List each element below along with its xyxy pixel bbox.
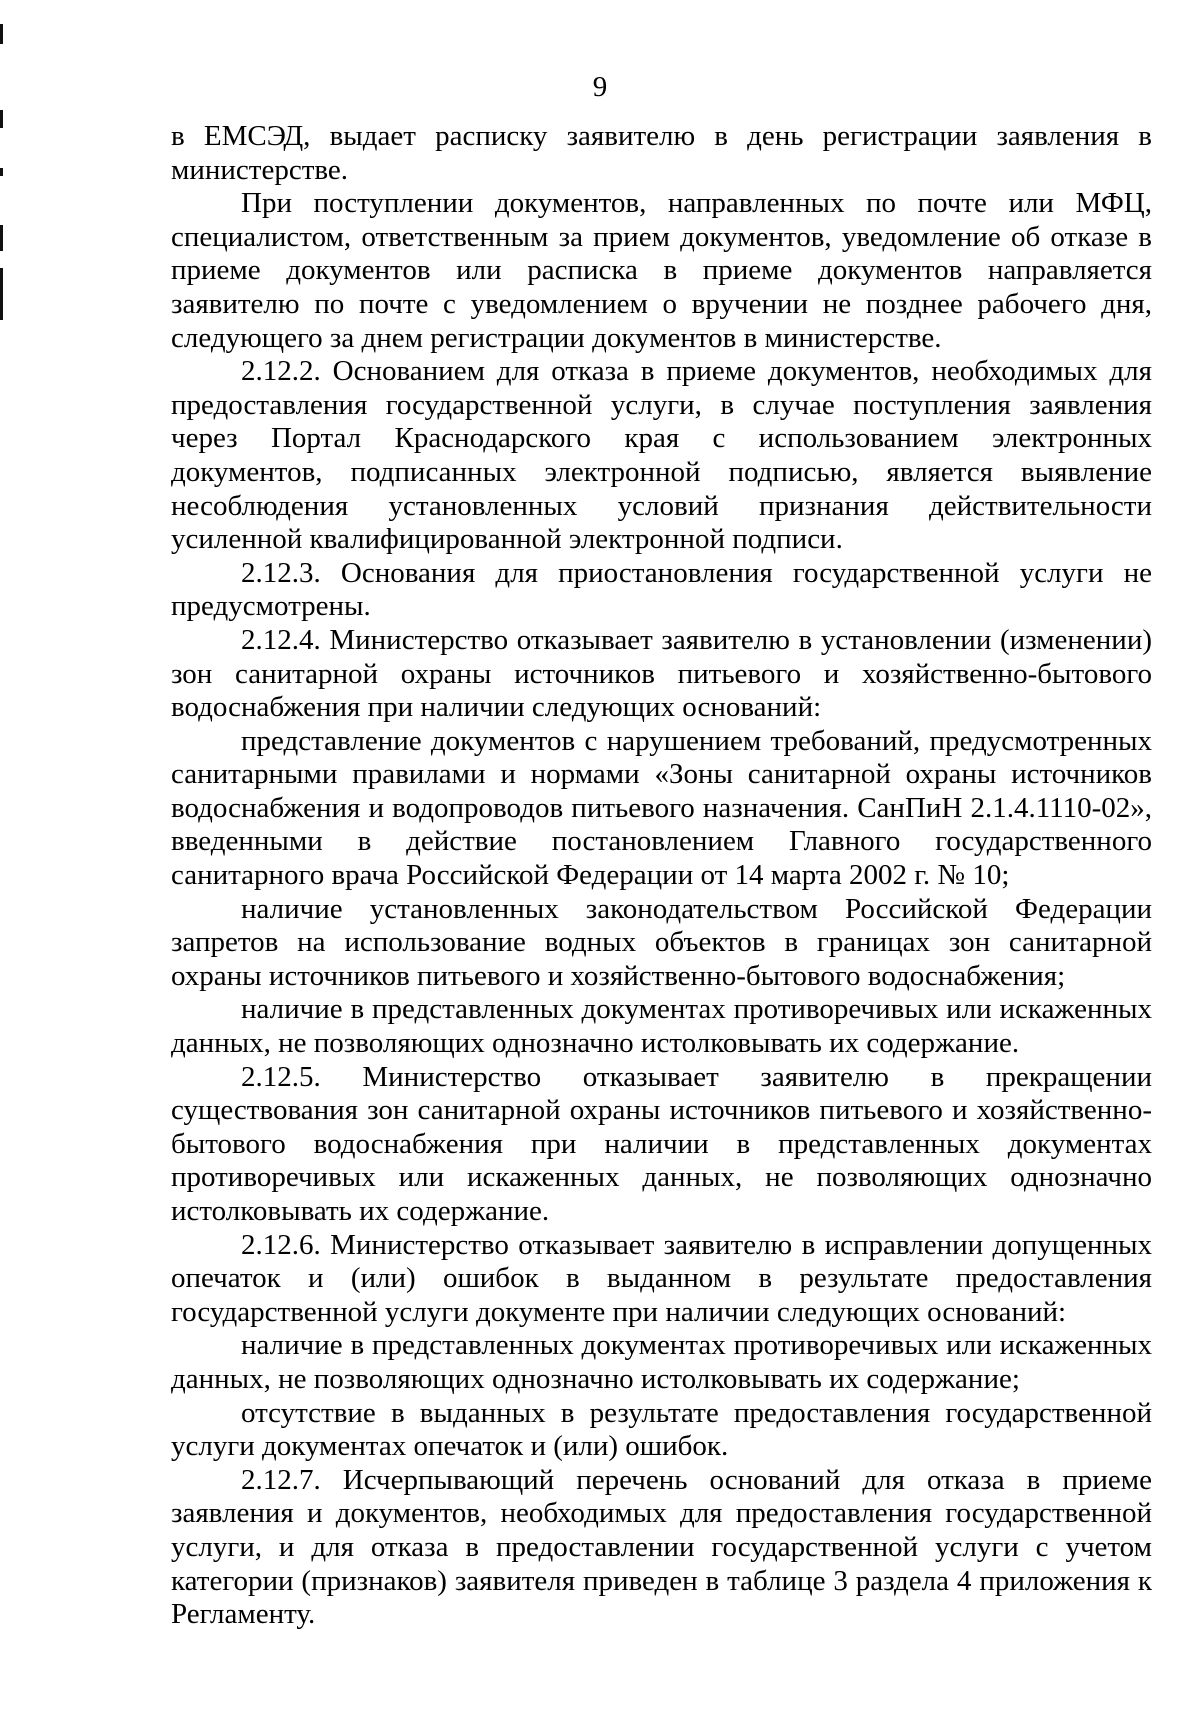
scan-edge-mark (0, 24, 3, 44)
list-item-contradictory-data-2: наличие в представленных документах противоречивых или искаженных данных, не позволяющих однозначно истолковывать их содержание; (171, 1329, 1152, 1395)
scan-edge-mark (0, 268, 3, 320)
paragraph-2-12-2: 2.12.2. Основанием для отказа в приеме документов, необходимых для предоставления государственной услуги, в случае поступления заявления через Портал Краснодарского края с использованием электронных документов, подписанных электронной подписью, является выявление несоблюдения установленных условий признания действительности усиленной квалифицированной электронной подписи. (171, 355, 1152, 556)
list-item-no-errors: отсутствие в выданных в результате предоставления государственной услуги документах опечаток и (или) ошибок. (171, 1396, 1152, 1463)
list-item-requirements-violation: представление документов с нарушением требований, предусмотренных санитарными правилами и нормами «Зоны санитарной охраны источников водоснабжения и водопроводов питьевого назначения. СанПиН 2.1.4.1110-02», введенными в действие постановлением Главного государственного санитарного врача Российской Федерации от 14 марта 2002 г. № 10; (171, 724, 1152, 892)
paragraph-2-12-6: 2.12.6. Министерство отказывает заявителю в исправлении допущенных опечаток и (или) ошибок в выданном в результате предоставления государственной услуги документе при наличии следующих оснований: (171, 1228, 1152, 1328)
scan-edge-mark (0, 168, 3, 176)
page-number: 9 (592, 71, 608, 103)
scan-edge-mark (0, 110, 3, 128)
paragraph-2-12-4: 2.12.4. Министерство отказывает заявителю в установлении (изменении) зон санитарной охраны источников питьевого и хозяйственно-бытового водоснабжения при наличии следующих оснований: (171, 623, 1152, 724)
list-item-legal-prohibitions: наличие установленных законодательством Российской Федерации запретов на использование водных объектов в границах зон санитарной охраны источников питьевого и хозяйственно-бытового водоснабжения; (171, 892, 1152, 992)
paragraph-mail-receipt: При поступлении документов, направленных по почте или МФЦ, специалистом, ответственным за прием документов, уведомление об отказе в приеме документов или расписка в приеме документов направляется заявителю по почте с уведомлением о вручении не позднее рабочего дня, следующего за днем регистрации документов в министерстве. (171, 187, 1152, 354)
paragraph-2-12-3: 2.12.3. Основания для приостановления государственной услуги не предусмотрены. (171, 556, 1152, 623)
document-body (171, 120, 1152, 1632)
paragraph-2-12-5: 2.12.5. Министерство отказывает заявителю в прекращении существования зон санитарной охраны источников питьевого и хозяйственно-бытового водоснабжения при наличии в представленных документах противоречивых или искаженных данных, не позволяющих однозначно истолковывать их содержание. (171, 1060, 1152, 1227)
paragraph-continuation: в ЕМСЭД, выдает расписку заявителю в день регистрации заявления в министерстве. (171, 120, 1152, 186)
paragraph-2-12-7: 2.12.7. Исчерпывающий перечень оснований для отказа в приеме заявления и документов, необходимых для предоставления государственной услуги, и для отказа в предоставлении государственной услуги с учетом категории (признаков) заявителя приведен в таблице 3 раздела 4 приложения к Регламенту. (171, 1463, 1152, 1631)
scan-edge-mark (0, 225, 3, 251)
list-item-contradictory-data: наличие в представленных документах противоречивых или искаженных данных, не позволяющих однозначно истолковывать их содержание. (171, 993, 1152, 1060)
